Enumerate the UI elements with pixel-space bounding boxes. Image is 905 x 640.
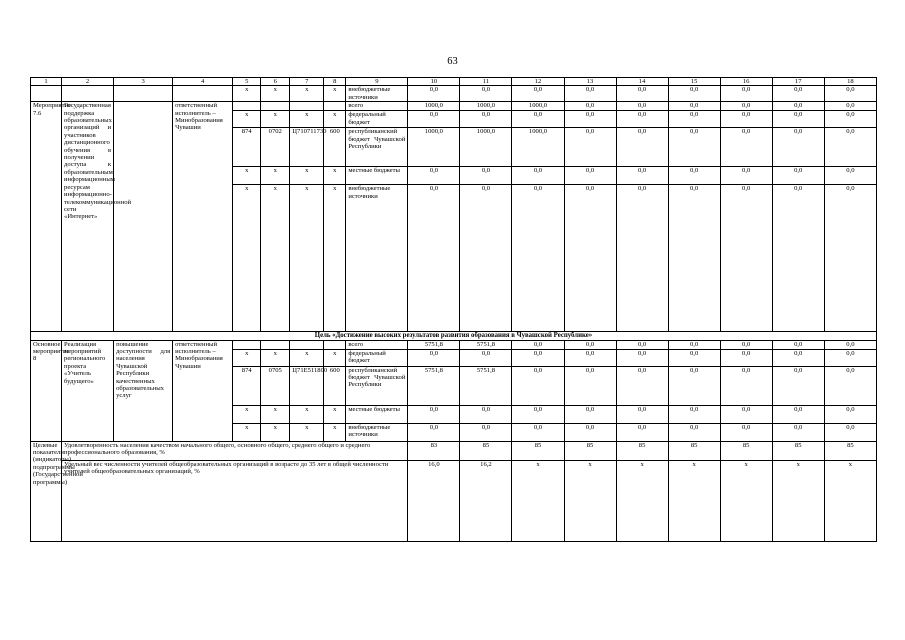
indicator-name: Удовлетворенность населения качеством начального общего, основного общего, среднего общего и среднего профессионального образования, %: [62, 441, 408, 460]
funding-value: 0,0: [720, 86, 772, 102]
funding-value: 0,0: [616, 111, 668, 128]
budget-code: x: [233, 167, 261, 185]
budget-code: x: [261, 405, 290, 423]
funding-value: 0,0: [720, 349, 772, 366]
budget-code: x: [261, 423, 290, 441]
funding-value: 0,0: [772, 86, 824, 102]
budget-code: x: [290, 423, 324, 441]
activity-id: Основное мероприятие 8: [31, 340, 62, 441]
budget-code: x: [290, 405, 324, 423]
table-row: [31, 340, 877, 349]
funding-source: всего: [346, 340, 408, 349]
budget-code: x: [261, 167, 290, 185]
funding-value: 0,0: [668, 340, 720, 349]
funding-value: 0,0: [564, 167, 616, 185]
funding-value: 0,0: [616, 349, 668, 366]
page-number: 63: [447, 56, 458, 67]
activity-name: Реализация мероприятий регионального проекта «Учитель будущего»: [62, 340, 114, 441]
funding-value: 1000,0: [460, 128, 512, 167]
column-number: 4: [173, 78, 233, 86]
funding-value: 0,0: [772, 102, 824, 111]
budget-code: x: [233, 185, 261, 332]
funding-source: местные бюджеты: [346, 405, 408, 423]
funding-value: 0,0: [720, 366, 772, 405]
column-number: 15: [668, 78, 720, 86]
funding-value: 0,0: [772, 128, 824, 167]
funding-value: 0,0: [616, 102, 668, 111]
indicator-value: х: [824, 460, 876, 541]
budget-code: [233, 340, 261, 349]
funding-value: 0,0: [564, 86, 616, 102]
budget-code: x: [233, 423, 261, 441]
activity-result: повышение доступности для населения Чувашской Республики качественных образовательных услуг: [114, 340, 173, 441]
funding-value: 0,0: [824, 340, 876, 349]
funding-value: 0,0: [720, 405, 772, 423]
funding-value: 0,0: [668, 185, 720, 332]
budget-code: x: [233, 349, 261, 366]
budget-code: x: [324, 86, 346, 102]
activity-executor: ответственный исполнитель – Минобразования Чувашии: [173, 102, 233, 332]
funding-value: 0,0: [460, 405, 512, 423]
funding-value: 0,0: [616, 405, 668, 423]
budget-code: x: [324, 167, 346, 185]
goal-heading: Цель «Достижение высоких результатов развития образования в Чувашской Республике»: [31, 332, 877, 340]
indicator-value: х: [616, 460, 668, 541]
funding-value: 1000,0: [512, 128, 564, 167]
indicator-value: х: [512, 460, 564, 541]
funding-value: 0,0: [772, 111, 824, 128]
column-number: 2: [62, 78, 114, 86]
funding-value: 0,0: [408, 86, 460, 102]
budget-code: Ц71Е511800: [290, 366, 324, 405]
funding-value: 0,0: [668, 349, 720, 366]
funding-value: 0,0: [512, 349, 564, 366]
budget-code: x: [261, 185, 290, 332]
funding-value: 0,0: [564, 349, 616, 366]
budget-code: x: [290, 185, 324, 332]
funding-value: 0,0: [564, 128, 616, 167]
budget-code: [290, 340, 324, 349]
funding-value: 1000,0: [408, 128, 460, 167]
funding-value: 0,0: [564, 102, 616, 111]
empty-cell: [173, 86, 233, 102]
budget-code: x: [324, 349, 346, 366]
funding-value: 0,0: [720, 128, 772, 167]
indicator-value: 85: [616, 441, 668, 460]
activity-id: Мероприятие 7.6: [31, 102, 62, 332]
funding-source: республиканский бюджет Чувашской Республики: [346, 128, 408, 167]
funding-value: 0,0: [564, 366, 616, 405]
funding-value: 0,0: [564, 423, 616, 441]
funding-value: 0,0: [772, 349, 824, 366]
budget-code: x: [233, 86, 261, 102]
activity-name: Государственная поддержка образовательных организаций и участников дистанционного обучения в получении доступа к образовательным информационным ресурсам информационно-телекоммуникационной сети «Интернет»: [62, 102, 114, 332]
header-row: [31, 78, 877, 86]
indicator-value: 83: [408, 441, 460, 460]
budget-code: [261, 102, 290, 111]
funding-value: 1000,0: [408, 102, 460, 111]
funding-value: 0,0: [824, 111, 876, 128]
funding-source: республиканский бюджет Чувашской Республики: [346, 366, 408, 405]
funding-value: 0,0: [824, 405, 876, 423]
indicator-value: 85: [772, 441, 824, 460]
funding-value: 0,0: [720, 185, 772, 332]
budget-code: 874: [233, 366, 261, 405]
funding-value: 0,0: [720, 423, 772, 441]
funding-value: 0,0: [668, 128, 720, 167]
funding-value: 0,0: [668, 102, 720, 111]
budget-code: x: [324, 111, 346, 128]
budget-code: x: [324, 185, 346, 332]
funding-value: 0,0: [824, 423, 876, 441]
activity-result: [114, 102, 173, 332]
indicator-value: 16,2: [460, 460, 512, 541]
budget-code: 0702: [261, 128, 290, 167]
indicator-value: х: [772, 460, 824, 541]
funding-value: 0,0: [512, 185, 564, 332]
column-number: 7: [290, 78, 324, 86]
funding-value: 0,0: [460, 423, 512, 441]
funding-value: 0,0: [720, 340, 772, 349]
funding-value: 0,0: [512, 86, 564, 102]
indicator-value: х: [668, 460, 720, 541]
funding-value: 0,0: [772, 405, 824, 423]
funding-value: 0,0: [512, 167, 564, 185]
funding-value: 0,0: [408, 349, 460, 366]
funding-value: 0,0: [408, 405, 460, 423]
funding-value: 0,0: [772, 340, 824, 349]
funding-value: 1000,0: [460, 102, 512, 111]
indicators-label: Целевые показатели (индикаторы) подпрограммы (Государственной программы): [31, 441, 62, 541]
column-number: 18: [824, 78, 876, 86]
funding-value: 0,0: [564, 405, 616, 423]
funding-value: 0,0: [824, 128, 876, 167]
empty-cell: [114, 86, 173, 102]
funding-source: внебюджетные источники: [346, 423, 408, 441]
column-number: 16: [720, 78, 772, 86]
funding-value: 0,0: [720, 102, 772, 111]
budget-code: x: [261, 86, 290, 102]
column-number: 1: [31, 78, 62, 86]
indicator-value: 85: [824, 441, 876, 460]
funding-value: 5751,8: [408, 340, 460, 349]
indicator-row: [31, 460, 877, 541]
budget-code: x: [324, 405, 346, 423]
column-number: 9: [346, 78, 408, 86]
funding-value: 0,0: [408, 111, 460, 128]
funding-source: федеральный бюджет: [346, 349, 408, 366]
funding-value: 0,0: [564, 111, 616, 128]
funding-value: 0,0: [720, 111, 772, 128]
indicator-value: 85: [668, 441, 720, 460]
budget-code: [324, 340, 346, 349]
funding-value: 0,0: [772, 167, 824, 185]
budget-code: x: [324, 423, 346, 441]
budget-code: Ц710711730: [290, 128, 324, 167]
funding-value: 0,0: [720, 167, 772, 185]
indicator-value: 85: [564, 441, 616, 460]
column-number: 10: [408, 78, 460, 86]
indicator-row: [31, 441, 877, 460]
funding-value: 0,0: [460, 111, 512, 128]
funding-value: 0,0: [616, 340, 668, 349]
funding-value: 0,0: [824, 167, 876, 185]
budget-code: x: [233, 405, 261, 423]
budget-code: x: [261, 349, 290, 366]
activity-executor: ответственный исполнитель – Минобразования Чувашии: [173, 340, 233, 441]
funding-value: 0,0: [408, 167, 460, 185]
budget-code: 600: [324, 366, 346, 405]
indicator-value: 85: [512, 441, 564, 460]
funding-value: 0,0: [668, 111, 720, 128]
funding-value: 0,0: [824, 102, 876, 111]
funding-value: 0,0: [616, 86, 668, 102]
indicator-value: 85: [460, 441, 512, 460]
empty-cell: [62, 86, 114, 102]
funding-value: 0,0: [616, 167, 668, 185]
funding-value: 0,0: [616, 366, 668, 405]
budget-code: x: [233, 111, 261, 128]
funding-value: 5751,8: [460, 340, 512, 349]
funding-value: 0,0: [668, 86, 720, 102]
budget-code: 600: [324, 128, 346, 167]
funding-source: местные бюджеты: [346, 167, 408, 185]
funding-value: 0,0: [824, 185, 876, 332]
funding-value: 0,0: [460, 86, 512, 102]
budget-code: x: [261, 111, 290, 128]
column-number: 17: [772, 78, 824, 86]
funding-value: 0,0: [564, 185, 616, 332]
budget-code: [233, 102, 261, 111]
funding-value: 0,0: [512, 111, 564, 128]
funding-value: 0,0: [668, 405, 720, 423]
column-number: 13: [564, 78, 616, 86]
column-number: 3: [114, 78, 173, 86]
funding-value: 0,0: [824, 366, 876, 405]
funding-value: 0,0: [824, 86, 876, 102]
funding-value: 0,0: [668, 423, 720, 441]
funding-source: внебюджетные источники: [346, 185, 408, 332]
column-number: 12: [512, 78, 564, 86]
budget-code: x: [290, 349, 324, 366]
funding-value: 0,0: [564, 340, 616, 349]
column-number: 8: [324, 78, 346, 86]
indicator-value: 16,0: [408, 460, 460, 541]
funding-value: 0,0: [408, 423, 460, 441]
funding-value: 0,0: [460, 349, 512, 366]
indicator-name: Удельный вес численности учителей общеобразовательных организаций в возрасте до 35 лет в общей численности учителей общеобразовательных организаций, %: [62, 460, 408, 541]
funding-value: 0,0: [616, 423, 668, 441]
budget-code: 0705: [261, 366, 290, 405]
funding-value: 0,0: [512, 405, 564, 423]
funding-source: всего: [346, 102, 408, 111]
funding-value: 0,0: [668, 167, 720, 185]
column-number: 6: [261, 78, 290, 86]
indicator-value: 85: [720, 441, 772, 460]
funding-value: 0,0: [616, 128, 668, 167]
budget-code: x: [290, 167, 324, 185]
budget-code: [261, 340, 290, 349]
funding-value: 0,0: [772, 185, 824, 332]
funding-source: внебюджетные источники: [346, 86, 408, 102]
budget-code: 874: [233, 128, 261, 167]
funding-value: 0,0: [512, 366, 564, 405]
funding-value: 0,0: [668, 366, 720, 405]
funding-value: 0,0: [616, 185, 668, 332]
column-number: 11: [460, 78, 512, 86]
funding-value: 0,0: [772, 366, 824, 405]
table-row: [31, 86, 877, 102]
funding-value: 5751,8: [460, 366, 512, 405]
funding-source: федеральный бюджет: [346, 111, 408, 128]
column-number: 5: [233, 78, 261, 86]
funding-value: 0,0: [772, 423, 824, 441]
table-row: [31, 102, 877, 111]
funding-value: 0,0: [512, 340, 564, 349]
funding-value: 1000,0: [512, 102, 564, 111]
funding-value: 5751,8: [408, 366, 460, 405]
funding-value: 0,0: [512, 423, 564, 441]
indicator-value: х: [720, 460, 772, 541]
column-number: 14: [616, 78, 668, 86]
budget-code: [324, 102, 346, 111]
goal-row: [31, 332, 877, 340]
program-table: [30, 77, 877, 542]
funding-value: 0,0: [460, 167, 512, 185]
funding-value: 0,0: [408, 185, 460, 332]
empty-cell: [31, 86, 62, 102]
budget-code: x: [290, 111, 324, 128]
funding-value: 0,0: [824, 349, 876, 366]
funding-value: 0,0: [460, 185, 512, 332]
budget-code: [290, 102, 324, 111]
indicator-value: х: [564, 460, 616, 541]
budget-code: x: [290, 86, 324, 102]
